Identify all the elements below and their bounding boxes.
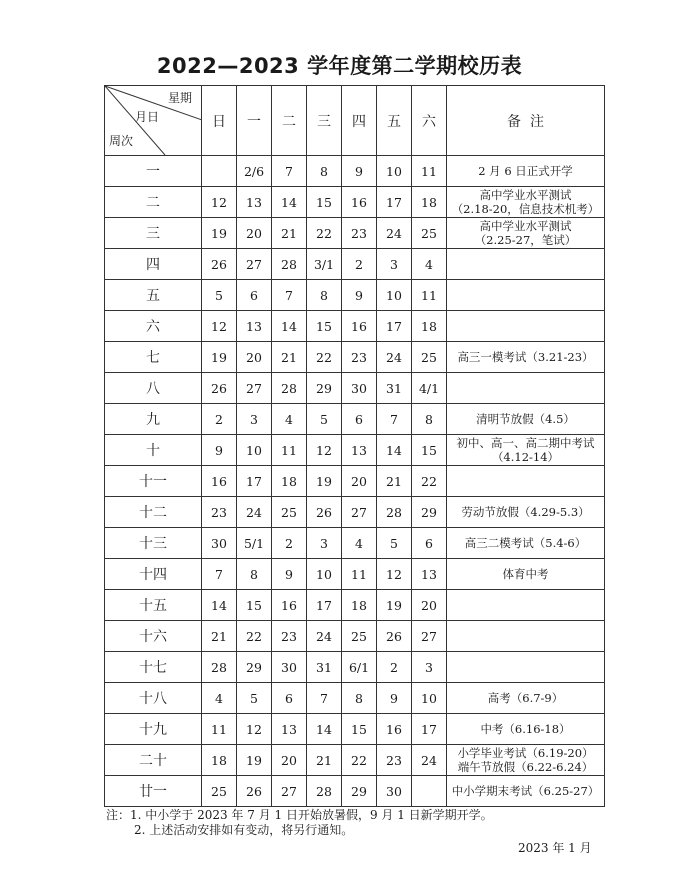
note-line: 高三一模考试（3.21-23）: [457, 350, 594, 364]
date-cell: 11: [412, 156, 447, 187]
date-cell: 12: [307, 435, 342, 466]
note-line: 高考（6.7-9）: [487, 691, 564, 705]
date-cell: 24: [377, 218, 412, 249]
note-line: 中考（6.16-18）: [480, 722, 571, 736]
date-cell: 5/1: [237, 528, 272, 559]
date-cell: 10: [377, 280, 412, 311]
date-cell: 24: [377, 342, 412, 373]
date-cell: 21: [202, 621, 237, 652]
date-cell: 22: [237, 621, 272, 652]
date-cell: 25: [342, 621, 377, 652]
date-cell: 26: [377, 621, 412, 652]
date-cell: 10: [307, 559, 342, 590]
date-cell: 26: [307, 497, 342, 528]
note-cell: [447, 342, 605, 373]
date-cell: 7: [202, 559, 237, 590]
date-cell: 7: [272, 156, 307, 187]
date-cell: 15: [412, 435, 447, 466]
note-cell: [447, 218, 605, 249]
date-cell: 28: [307, 776, 342, 807]
note-cell: [447, 497, 605, 528]
date-cell: 2: [272, 528, 307, 559]
date-cell: 27: [342, 497, 377, 528]
weekday-header: 一: [237, 86, 272, 156]
date-cell: 29: [307, 373, 342, 404]
date-cell: 23: [342, 342, 377, 373]
week-row: [105, 311, 605, 342]
week-row: [105, 280, 605, 311]
date-cell: 22: [342, 745, 377, 776]
date-cell: 24: [237, 497, 272, 528]
date-cell: 7: [272, 280, 307, 311]
note-cell: [447, 311, 605, 342]
date-cell: 5: [307, 404, 342, 435]
date-cell: 4: [202, 683, 237, 714]
date-cell: 4: [342, 528, 377, 559]
date-cell: 29: [237, 652, 272, 683]
note-line: 高中学业水平测试: [479, 188, 572, 202]
date-cell: 20: [342, 466, 377, 497]
week-row: [105, 342, 605, 373]
week-row: [105, 404, 605, 435]
date-cell: 4: [272, 404, 307, 435]
date-cell: 28: [377, 497, 412, 528]
date-cell: 30: [377, 776, 412, 807]
date-cell: 24: [307, 621, 342, 652]
date-cell: 10: [237, 435, 272, 466]
date-cell: 23: [342, 218, 377, 249]
date-cell: 26: [237, 776, 272, 807]
note-cell: [447, 466, 605, 497]
note-cell: [447, 373, 605, 404]
calendar-body: [105, 156, 605, 807]
date-cell: 18: [412, 311, 447, 342]
date-cell: 27: [237, 249, 272, 280]
date-cell: 13: [237, 187, 272, 218]
note-cell: [447, 249, 605, 280]
date-cell: 11: [272, 435, 307, 466]
note-cell: [447, 714, 605, 745]
date-cell: 20: [272, 745, 307, 776]
note-cell: [447, 652, 605, 683]
date-cell: 6: [237, 280, 272, 311]
week-row: [105, 652, 605, 683]
date-cell: 18: [342, 590, 377, 621]
week-row: [105, 187, 605, 218]
date-cell: 27: [237, 373, 272, 404]
weekday-header: 五: [377, 86, 412, 156]
date-cell: 28: [202, 652, 237, 683]
note-cell: [447, 559, 605, 590]
date-cell: 23: [377, 745, 412, 776]
date-cell: 30: [272, 652, 307, 683]
date-cell: 29: [412, 497, 447, 528]
date-cell: 25: [412, 218, 447, 249]
date-cell: 14: [377, 435, 412, 466]
week-number-cell: 十三: [105, 528, 202, 559]
date-cell: 11: [202, 714, 237, 745]
date-cell: 10: [412, 683, 447, 714]
week-row: [105, 435, 605, 466]
date-cell: 26: [202, 373, 237, 404]
date-cell: 2: [377, 652, 412, 683]
week-row: [105, 745, 605, 776]
date-cell: 3: [412, 652, 447, 683]
page-title: 2022—2023 学年度第二学期校历表: [156, 54, 523, 78]
note-cell: [447, 404, 605, 435]
date-cell: 3: [377, 249, 412, 280]
date-cell: 31: [307, 652, 342, 683]
date-cell: 15: [342, 714, 377, 745]
date-cell: 18: [202, 745, 237, 776]
week-number-cell: 十八: [105, 683, 202, 714]
week-number-cell: 九: [105, 404, 202, 435]
week-number-cell: 十七: [105, 652, 202, 683]
week-number-cell: 十五: [105, 590, 202, 621]
date-cell: 4/1: [412, 373, 447, 404]
date-cell: 14: [272, 187, 307, 218]
note-cell: [447, 621, 605, 652]
date-cell: 21: [307, 745, 342, 776]
date-cell: [412, 776, 447, 807]
weekday-header: 三: [307, 86, 342, 156]
week-number-cell: 十九: [105, 714, 202, 745]
week-row: [105, 776, 605, 807]
date-cell: 8: [307, 156, 342, 187]
date-cell: 25: [412, 342, 447, 373]
date-cell: 29: [342, 776, 377, 807]
date-cell: 30: [342, 373, 377, 404]
date-cell: 23: [272, 621, 307, 652]
corner-label-week: 周次: [109, 134, 134, 148]
weekday-header: 六: [412, 86, 447, 156]
date-cell: 17: [377, 187, 412, 218]
week-row: [105, 249, 605, 280]
date-cell: 8: [307, 280, 342, 311]
corner-header-cell: [105, 86, 202, 156]
weekday-header: 四: [342, 86, 377, 156]
note-line: 清明节放假（4.5）: [476, 412, 575, 426]
date-cell: 25: [202, 776, 237, 807]
date-cell: 13: [342, 435, 377, 466]
date-cell: 11: [412, 280, 447, 311]
note-cell: [447, 280, 605, 311]
footnote-line-2: 2. 上述活动安排如有变动，将另行通知。: [134, 823, 354, 837]
date-cell: 10: [377, 156, 412, 187]
date-cell: 5: [237, 683, 272, 714]
date-cell: 22: [307, 342, 342, 373]
date-cell: 16: [202, 466, 237, 497]
date-cell: 2: [342, 249, 377, 280]
week-row: [105, 559, 605, 590]
date-cell: 30: [202, 528, 237, 559]
date-cell: 21: [377, 466, 412, 497]
corner-label-weekday: 星期: [168, 91, 193, 105]
date-cell: 7: [377, 404, 412, 435]
date-cell: 12: [377, 559, 412, 590]
date-cell: 14: [202, 590, 237, 621]
week-row: [105, 683, 605, 714]
date-cell: 16: [272, 590, 307, 621]
date-cell: 19: [202, 218, 237, 249]
date-cell: 15: [237, 590, 272, 621]
date-cell: 8: [412, 404, 447, 435]
note-line: 小学毕业考试（6.19-20）: [457, 746, 594, 760]
note-cell: [447, 435, 605, 466]
week-number-cell: 六: [105, 311, 202, 342]
school-calendar-table: [104, 85, 605, 807]
week-row: [105, 218, 605, 249]
date-cell: 19: [377, 590, 412, 621]
week-row: [105, 466, 605, 497]
header-row: [105, 86, 605, 156]
corner-label-date: 月日: [135, 110, 160, 124]
date-cell: 28: [272, 373, 307, 404]
date-cell: 9: [377, 683, 412, 714]
note-line: （2.25-27，笔试）: [474, 233, 577, 247]
date-cell: 6: [272, 683, 307, 714]
note-cell: [447, 590, 605, 621]
date-cell: 11: [342, 559, 377, 590]
week-number-cell: 二十: [105, 745, 202, 776]
note-line: 高中学业水平测试: [479, 219, 572, 233]
date-cell: 18: [412, 187, 447, 218]
date-cell: 17: [307, 590, 342, 621]
date-cell: 3: [307, 528, 342, 559]
note-cell: [447, 187, 605, 218]
date-cell: 8: [342, 683, 377, 714]
date-cell: 7: [307, 683, 342, 714]
date-cell: 9: [272, 559, 307, 590]
date-cell: 17: [377, 311, 412, 342]
note-line: 2 月 6 日正式开学: [478, 164, 573, 178]
date-cell: 3/1: [307, 249, 342, 280]
date-cell: 8: [237, 559, 272, 590]
week-number-cell: 二: [105, 187, 202, 218]
date-cell: 14: [307, 714, 342, 745]
date-cell: 3: [237, 404, 272, 435]
date-cell: 27: [412, 621, 447, 652]
date-cell: 2: [202, 404, 237, 435]
week-number-cell: 八: [105, 373, 202, 404]
date-cell: 31: [377, 373, 412, 404]
note-line: 初中、高一、高二期中考试: [456, 436, 595, 450]
date-cell: 14: [272, 311, 307, 342]
week-row: [105, 497, 605, 528]
date-cell: 6: [412, 528, 447, 559]
date-cell: 9: [342, 156, 377, 187]
date-cell: 13: [412, 559, 447, 590]
note-line: 劳动节放假（4.29-5.3）: [461, 505, 590, 519]
week-number-cell: 十: [105, 435, 202, 466]
date-cell: 2/6: [237, 156, 272, 187]
issue-date: 2023 年 1 月: [518, 841, 592, 855]
date-cell: 23: [202, 497, 237, 528]
week-number-cell: 五: [105, 280, 202, 311]
footnote: [106, 808, 493, 838]
date-cell: 20: [237, 342, 272, 373]
date-cell: 19: [237, 745, 272, 776]
date-cell: 13: [272, 714, 307, 745]
date-cell: 12: [202, 187, 237, 218]
date-cell: 5: [377, 528, 412, 559]
week-row: [105, 714, 605, 745]
date-cell: 25: [272, 497, 307, 528]
week-number-cell: 七: [105, 342, 202, 373]
date-cell: 18: [272, 466, 307, 497]
note-line: （4.12-14）: [491, 450, 560, 464]
date-cell: 6: [342, 404, 377, 435]
weekday-header: 二: [272, 86, 307, 156]
date-cell: 6/1: [342, 652, 377, 683]
date-cell: 22: [412, 466, 447, 497]
week-number-cell: 十六: [105, 621, 202, 652]
date-cell: 15: [307, 187, 342, 218]
note-line: 中小学期末考试（6.25-27）: [451, 784, 600, 798]
week-row: [105, 373, 605, 404]
date-cell: 21: [272, 342, 307, 373]
week-row: [105, 156, 605, 187]
date-cell: 17: [412, 714, 447, 745]
date-cell: 17: [237, 466, 272, 497]
note-cell: [447, 156, 605, 187]
date-cell: 12: [202, 311, 237, 342]
date-cell: 13: [237, 311, 272, 342]
week-number-cell: 一: [105, 156, 202, 187]
note-line: 体育中考: [502, 567, 549, 581]
week-row: [105, 590, 605, 621]
date-cell: 9: [202, 435, 237, 466]
week-row: [105, 528, 605, 559]
note-line: （2.18-20，信息技术机考）: [451, 202, 600, 216]
date-cell: 27: [272, 776, 307, 807]
week-row: [105, 621, 605, 652]
date-cell: [202, 156, 237, 187]
week-number-cell: 三: [105, 218, 202, 249]
date-cell: 22: [307, 218, 342, 249]
date-cell: 9: [342, 280, 377, 311]
note-cell: [447, 776, 605, 807]
date-cell: 4: [412, 249, 447, 280]
date-cell: 28: [272, 249, 307, 280]
date-cell: 19: [202, 342, 237, 373]
week-number-cell: 四: [105, 249, 202, 280]
notes-header: 备 注: [447, 86, 605, 156]
week-number-cell: 廿一: [105, 776, 202, 807]
week-number-cell: 十四: [105, 559, 202, 590]
date-cell: 19: [307, 466, 342, 497]
note-cell: [447, 683, 605, 714]
week-number-cell: 十二: [105, 497, 202, 528]
date-cell: 12: [237, 714, 272, 745]
note-line: 高三二模考试（5.4-6）: [464, 536, 587, 550]
date-cell: 16: [377, 714, 412, 745]
note-cell: [447, 745, 605, 776]
date-cell: 15: [307, 311, 342, 342]
footnote-line-1: 注：1. 中小学于 2023 年 7 月 1 日开始放暑假，9 月 1 日新学期开学。: [106, 808, 493, 822]
date-cell: 16: [342, 187, 377, 218]
date-cell: 26: [202, 249, 237, 280]
note-cell: [447, 528, 605, 559]
note-line: 端午节放假（6.22-6.24）: [457, 760, 594, 774]
date-cell: 20: [412, 590, 447, 621]
date-cell: 20: [237, 218, 272, 249]
date-cell: 5: [202, 280, 237, 311]
week-number-cell: 十一: [105, 466, 202, 497]
date-cell: 24: [412, 745, 447, 776]
date-cell: 21: [272, 218, 307, 249]
weekday-header: 日: [202, 86, 237, 156]
date-cell: 16: [342, 311, 377, 342]
